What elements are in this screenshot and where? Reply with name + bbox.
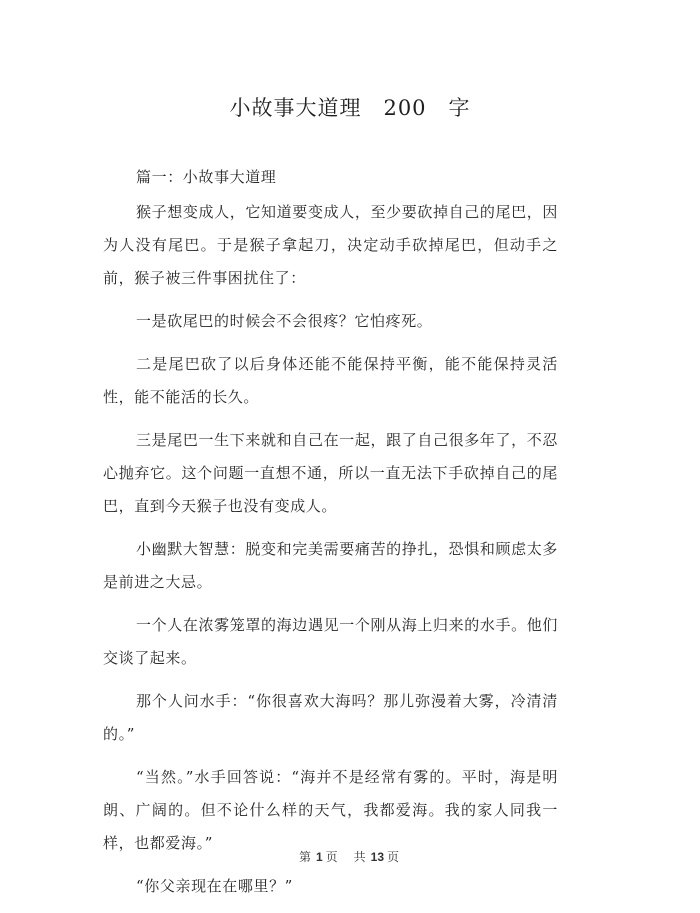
paragraph: “你父亲现在在哪里？”: [136, 877, 293, 895]
footer-suffix: 页: [387, 850, 402, 864]
total-pages: 13: [370, 850, 385, 864]
paragraph: 那个人问水手：“你很喜欢大海吗？那儿弥漫着大雾，冷清清的。”: [103, 692, 558, 743]
paragraph: 猴子想变成人，它知道要变成人，至少要砍掉自己的尾巴，因为人没有尾巴。于是猴子拿起刀，决定动手砍掉尾巴，但动手之前，猴子被三件事困扰住了：: [103, 203, 558, 287]
document-title: 小故事大道理 200 字: [229, 96, 471, 120]
page-number: 1: [315, 850, 323, 864]
paragraph: 三是尾巴一生下来就和自己在一起，跟了自己很多年了，不忍心抛弃它。这个问题一直想不通，所以一直无法下手砍掉自己的尾巴，直到今天猴子也没有变成人。: [103, 431, 558, 515]
paragraph: 一是砍尾巴的时候会不会很疼？它怕疼死。: [136, 312, 433, 330]
paragraph: 一个人在浓雾笼罩的海边遇见一个刚从海上归来的水手。他们交谈了起来。: [103, 616, 558, 667]
document-body: [103, 161, 558, 913]
paragraph: 小幽默大智慧：脱变和完美需要痛苦的挣扎，恐惧和顾虑太多是前进之大忌。: [103, 540, 558, 591]
page-footer: [0, 848, 700, 865]
footer-middle: 页 共: [325, 850, 368, 864]
footer-prefix: 第: [298, 850, 313, 864]
section-heading: 篇一：小故事大道理: [136, 168, 277, 186]
paragraph: 二是尾巴砍了以后身体还能不能保持平衡，能不能保持灵活性，能不能活的长久。: [103, 355, 558, 406]
paragraph: “当然。”水手回答说：“海并不是经常有雾的。平时，海是明朗、广阔的。但不论什么样的天气，我都爱海。我的家人同我一样，也都爱海。”: [103, 768, 558, 852]
